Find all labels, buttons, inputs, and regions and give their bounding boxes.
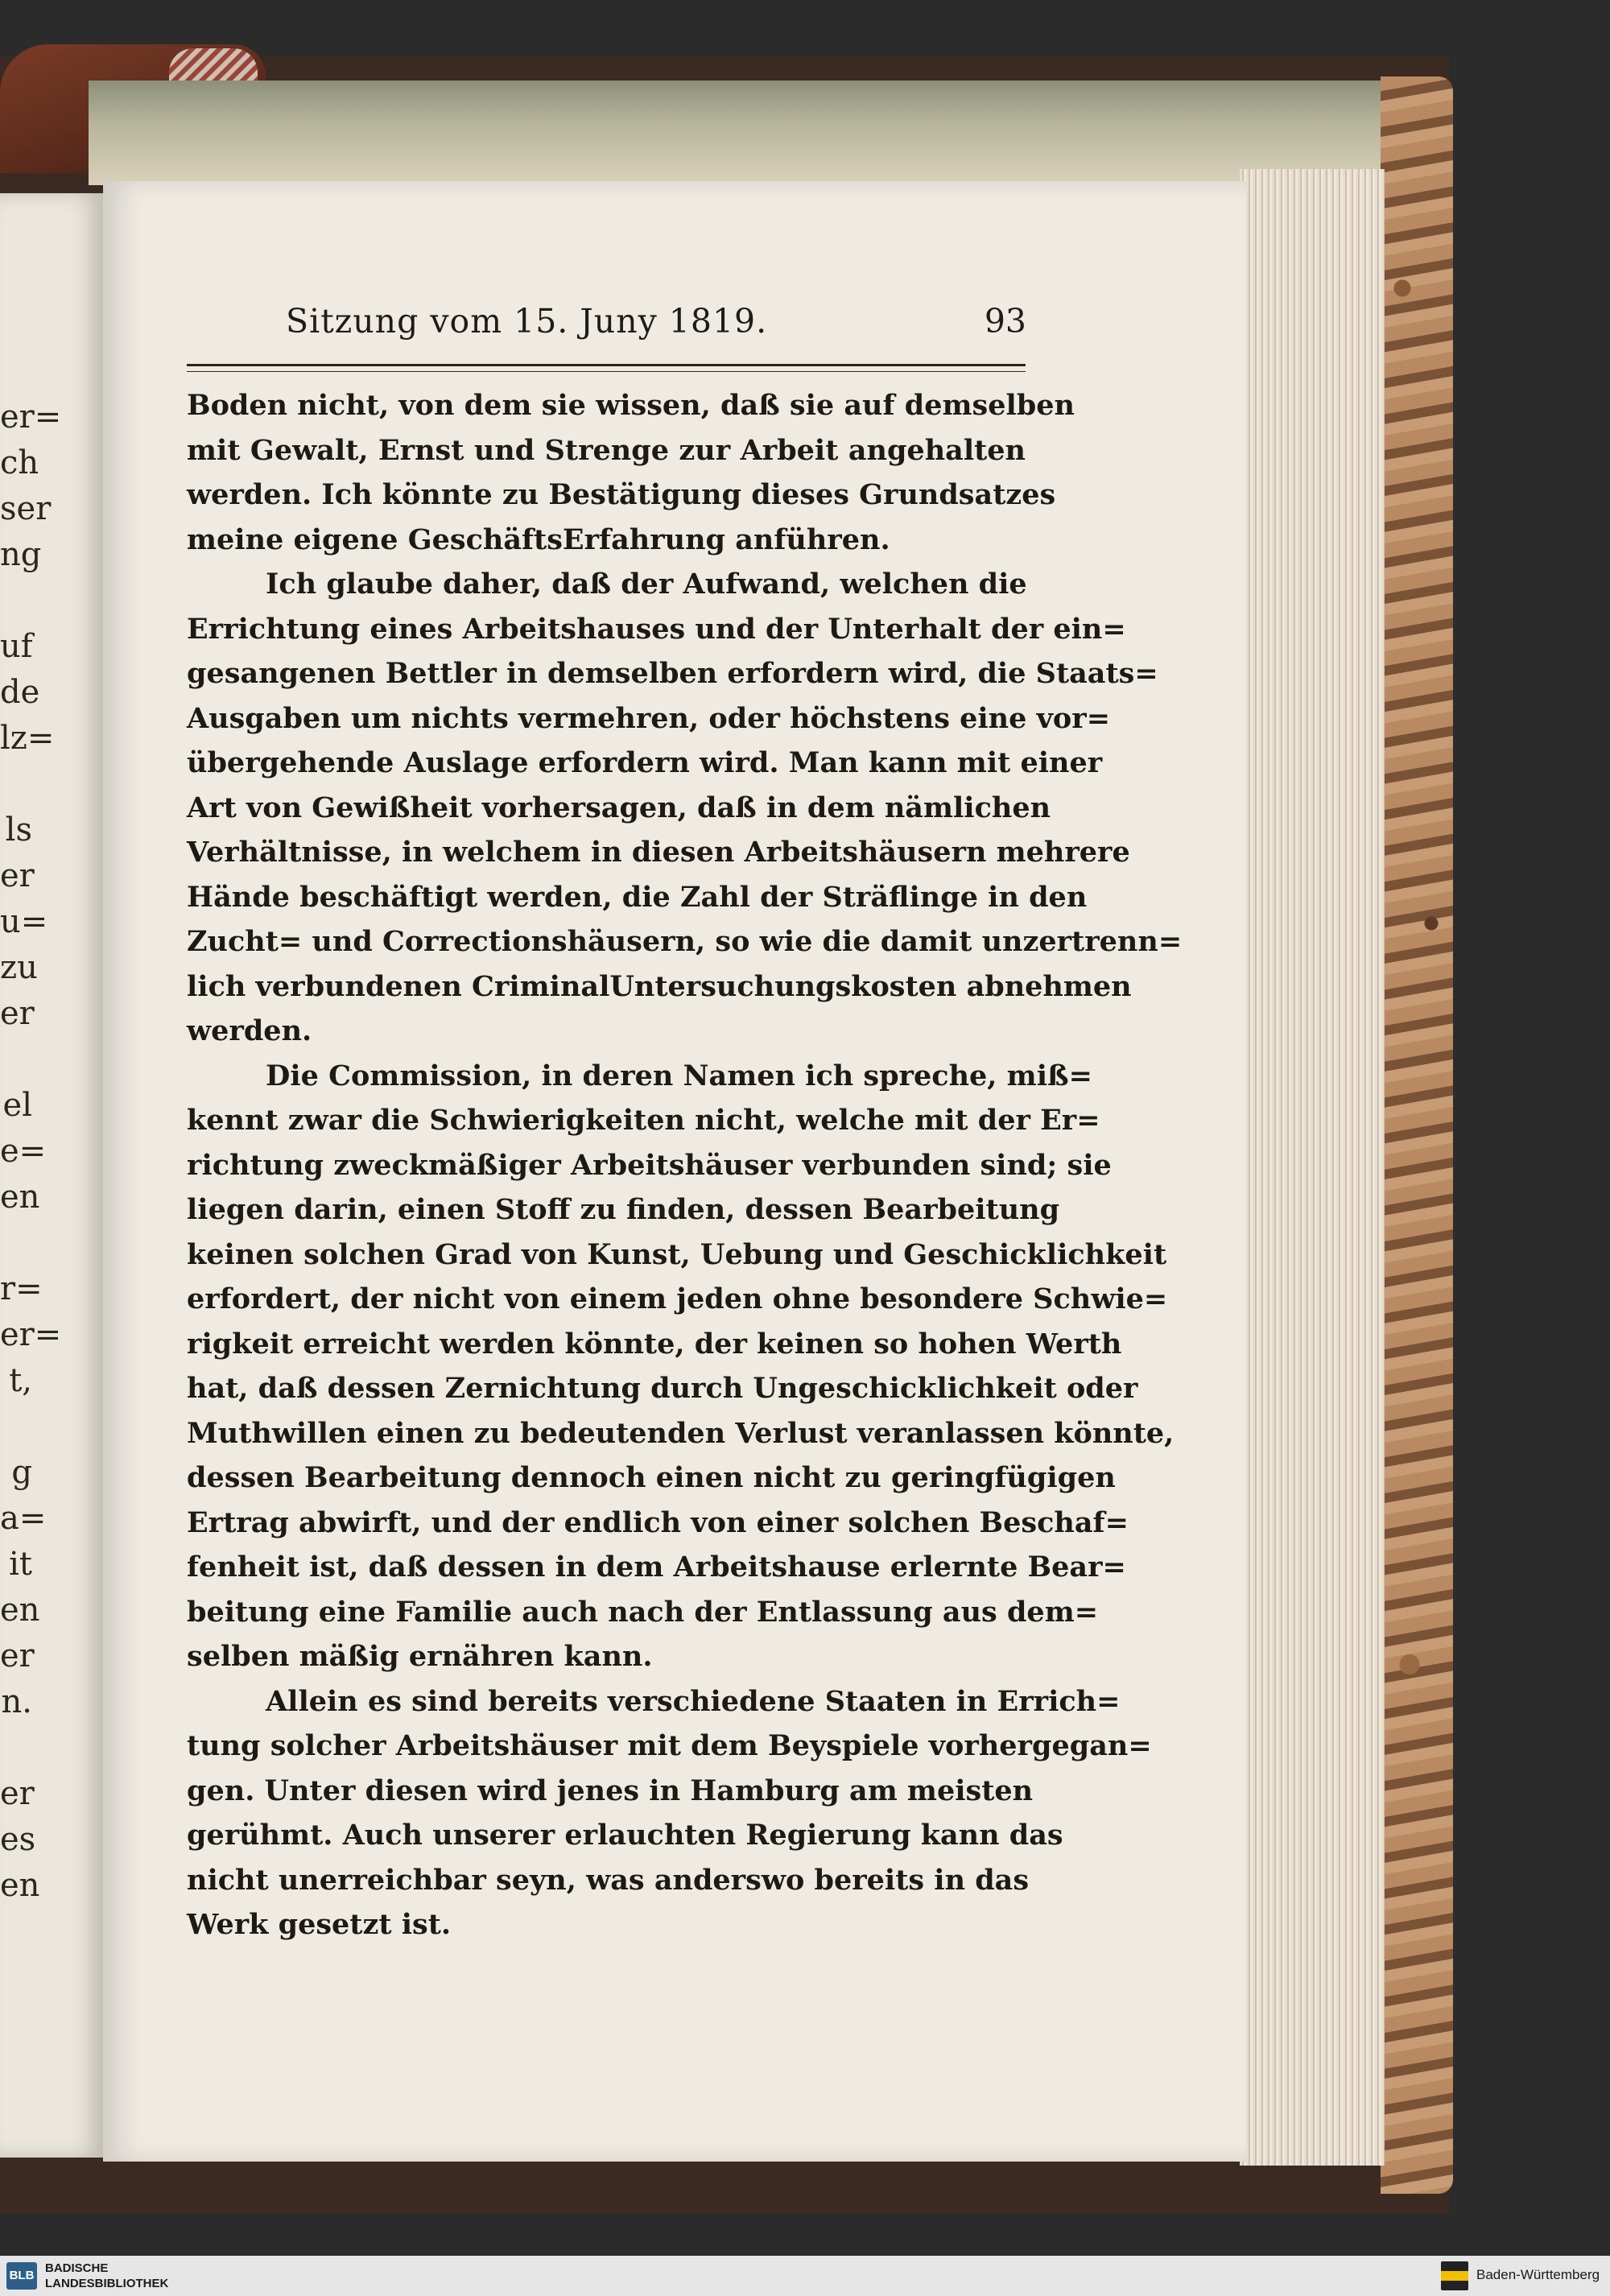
text-line: meine eigene GeschäftsErfahrung anführen.	[187, 522, 890, 556]
baden-wuerttemberg-crest-icon	[1441, 2261, 1468, 2290]
left-page-fragment: er	[0, 857, 35, 894]
text-line: gen. Unter diesen wird jenes in Hamburg am meisten	[187, 1774, 1034, 1807]
left-page-text-fragments	[0, 394, 62, 1909]
left-page-fragment: a=	[0, 1500, 47, 1537]
text-line: fenheit ist, daß dessen in dem Arbeitshause erlernte Bear=	[187, 1551, 1126, 1584]
left-page-fragment: er=	[0, 1316, 62, 1353]
text-line: übergehende Auslage erfordern wird. Man kann mit einer	[187, 746, 1103, 779]
left-page-fragment: it	[9, 1546, 32, 1583]
text-line: keinen solchen Grad von Kunst, Uebung und Geschicklichkeit	[187, 1237, 1167, 1271]
marbled-cover-board	[1381, 76, 1453, 2194]
text-line: werden.	[187, 1014, 312, 1047]
text-line: erfordert, der nicht von einem jeden ohne besondere Schwie=	[187, 1282, 1168, 1315]
text-line: tung solcher Arbeitshäuser mit dem Beyspiele vorhergegan=	[187, 1729, 1152, 1762]
page-number: 93	[984, 302, 1026, 341]
left-page-fragment: uf	[0, 628, 33, 665]
left-page-fragment: er	[0, 995, 35, 1032]
left-page-fragment	[0, 1725, 32, 1771]
body-text	[187, 383, 1183, 1947]
left-page-fragment: lz=	[0, 720, 55, 757]
text-line: Die Commission, in deren Namen ich spreche, miß=	[266, 1059, 1092, 1092]
text-line: Muthwillen einen zu bedeutenden Verlust veranlassen könnte,	[187, 1416, 1174, 1450]
left-page-fragment	[0, 578, 32, 624]
text-line: werden. Ich könnte zu Bestätigung dieses Grundsatzes	[187, 478, 1056, 511]
library-name-line2: LANDESBIBLIOTHEK	[45, 2277, 169, 2290]
text-line: Ich glaube daher, daß der Aufwand, welchen die	[266, 568, 1027, 601]
text-line: lich verbundenen CriminalUntersuchungskosten abnehmen	[187, 969, 1132, 1003]
page-header	[286, 302, 1026, 350]
left-page-fragment	[0, 1220, 32, 1266]
left-page-fragment: en	[0, 1867, 40, 1904]
left-page-fragment: ng	[0, 536, 42, 573]
text-line: liegen darin, einen Stoff zu finden, dessen Bearbeitung	[187, 1193, 1060, 1226]
text-line: Ausgaben um nichts vermehren, oder höchstens eine vor=	[187, 701, 1111, 735]
left-page-fragment: er=	[0, 398, 62, 436]
blb-logo[interactable]: BLB	[6, 2262, 37, 2290]
left-page-fragment	[0, 762, 32, 807]
text-line: selben mäßig ernähren kann.	[187, 1640, 653, 1673]
left-page-fragment: en	[0, 1592, 40, 1629]
left-page-fragment: el	[2, 1087, 32, 1124]
left-page-fragment: ser	[0, 490, 52, 527]
left-page-fragment: es	[0, 1821, 36, 1858]
text-line: kennt zwar die Schwierigkeiten nicht, welche mit der Er=	[187, 1104, 1100, 1137]
text-line: gerühmt. Auch unserer erlauchten Regierung kann das	[187, 1819, 1063, 1852]
running-title: Sitzung vom 15. Juny 1819.	[286, 302, 768, 341]
left-page-fragment: g	[11, 1454, 32, 1491]
text-line: beitung eine Familie auch nach der Entlassung aus dem=	[187, 1595, 1099, 1629]
text-line: gesangenen Bettler in demselben erfordern wird, die Staats=	[187, 657, 1158, 690]
header-rule	[187, 364, 1026, 372]
text-line: rigkeit erreicht werden könnte, der keinen so hohen Werth	[187, 1327, 1122, 1361]
page-fore-edge	[1240, 169, 1385, 2166]
text-line: Ertrag abwirft, und der endlich von einer solchen Beschaf=	[187, 1505, 1129, 1539]
library-name-line1: BADISCHE	[45, 2261, 109, 2275]
left-page-fragment: r=	[0, 1270, 43, 1307]
left-page-fragment: t,	[9, 1362, 32, 1399]
left-page-fragment	[0, 1037, 32, 1083]
left-page-fragment: e=	[0, 1133, 47, 1170]
text-line: Allein es sind bereits verschiedene Staaten in Errich=	[266, 1684, 1121, 1718]
left-page-fragment: er	[0, 1637, 35, 1675]
text-line: Hände beschäftigt werden, die Zahl der Sträflinge in den	[187, 880, 1088, 914]
left-page-fragment	[0, 1404, 32, 1450]
footer-bar	[0, 2256, 1610, 2296]
text-line: dessen Bearbeitung dennoch einen nicht zu geringfügigen	[187, 1461, 1116, 1494]
state-name[interactable]: Baden-Württemberg	[1476, 2267, 1600, 2282]
text-line: Verhältnisse, in welchem in diesen Arbeitshäusern mehrere	[187, 836, 1130, 869]
text-line: Boden nicht, von dem sie wissen, daß sie auf demselben	[187, 389, 1075, 422]
library-name[interactable]	[45, 2261, 168, 2291]
left-page-fragment: ls	[5, 811, 32, 849]
left-page-fragment: ch	[0, 444, 39, 481]
text-line: Art von Gewißheit vorhersagen, daß in dem nämlichen	[187, 791, 1051, 824]
page-block-top-edge	[89, 81, 1393, 185]
left-page-fragment: n.	[1, 1683, 32, 1720]
left-page-fragment: de	[0, 674, 40, 711]
text-line: Werk gesetzt ist.	[187, 1908, 452, 1941]
text-line: Zucht= und Correctionshäusern, so wie die damit unzertrenn=	[187, 925, 1183, 958]
text-line: nicht unerreichbar seyn, was anderswo bereits in das	[187, 1863, 1030, 1897]
text-line: mit Gewalt, Ernst und Strenge zur Arbeit angehalten	[187, 433, 1026, 467]
text-line: Errichtung eines Arbeitshauses und der Unterhalt der ein=	[187, 612, 1126, 646]
text-line: hat, daß dessen Zernichtung durch Ungeschicklichkeit oder	[187, 1372, 1138, 1405]
left-page-fragment: er	[0, 1775, 35, 1812]
left-page-fragment: zu	[0, 949, 38, 986]
left-page-fragment: u=	[0, 903, 48, 940]
text-line: richtung zweckmäßiger Arbeitshäuser verbunden sind; sie	[187, 1148, 1112, 1182]
left-page-fragment: en	[0, 1179, 40, 1216]
